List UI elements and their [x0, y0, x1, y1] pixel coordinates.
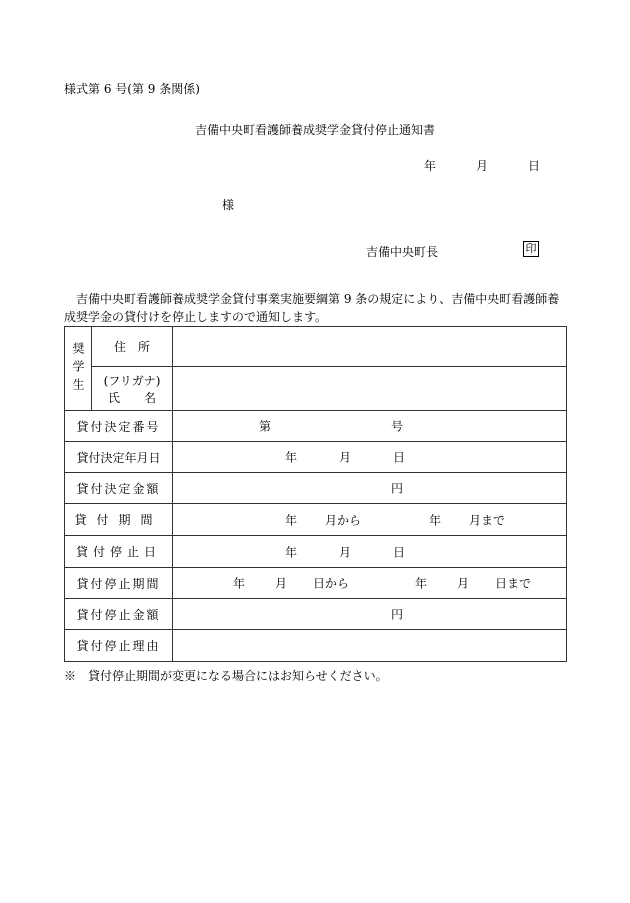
addressee-suffix: 様 — [222, 198, 235, 212]
stop-reason-field[interactable] — [173, 630, 567, 662]
decision-no-field[interactable]: 第 号 — [173, 411, 567, 442]
stop-amount-label: 貸付停止金額 — [65, 599, 173, 630]
decision-amount-field[interactable]: 円 — [173, 473, 567, 504]
date-year: 年 — [424, 159, 437, 173]
stop-period-label: 貸付停止期間 — [65, 568, 173, 599]
stop-period-field[interactable]: 年 月 日から 年 月 日まで — [173, 568, 567, 599]
form-number: 様式第 6 号(第 9 条関係) — [64, 82, 200, 96]
decision-date-field[interactable]: 年 月 日 — [173, 442, 567, 473]
stop-reason-label: 貸付停止理由 — [65, 630, 173, 662]
name-label-text: 氏 名 — [107, 390, 156, 405]
furigana-label: (フリガナ) — [103, 373, 161, 388]
document-title: 吉備中央町看護師養成奨学金貸付停止通知書 — [194, 123, 435, 137]
loan-stop-form-table — [64, 326, 567, 662]
address-field[interactable] — [173, 327, 567, 367]
decision-amount-label: 貸付決定金額 — [65, 473, 173, 504]
address-label: 住 所 — [92, 327, 173, 367]
date-day: 日 — [528, 159, 541, 173]
seal-mark: 印 — [523, 241, 539, 257]
loan-period-label: 貸付期間 — [65, 504, 173, 536]
issuer-name: 吉備中央町長 — [366, 245, 439, 259]
decision-date-label: 貸付決定年月日 — [65, 442, 173, 473]
footnote: ※ 貸付停止期間が変更になる場合にはお知らせください。 — [64, 669, 388, 683]
loan-period-field[interactable]: 年 月から 年 月まで — [173, 504, 567, 536]
stop-date-field[interactable]: 年 月 日 — [173, 536, 567, 568]
name-label — [92, 367, 173, 411]
body-text: 吉備中央町看護師養成奨学金貸付事業実施要綱第 9 条の規定により、吉備中央町看護師養成奨学金の貸付けを停止しますので通知します。 — [64, 292, 560, 324]
date-month: 月 — [476, 159, 489, 173]
student-label: 奨学生 — [65, 327, 92, 411]
stop-date-label: 貸付停止日 — [65, 536, 173, 568]
decision-no-label: 貸付決定番号 — [65, 411, 173, 442]
stop-amount-field[interactable]: 円 — [173, 599, 567, 630]
name-field[interactable] — [173, 367, 567, 411]
